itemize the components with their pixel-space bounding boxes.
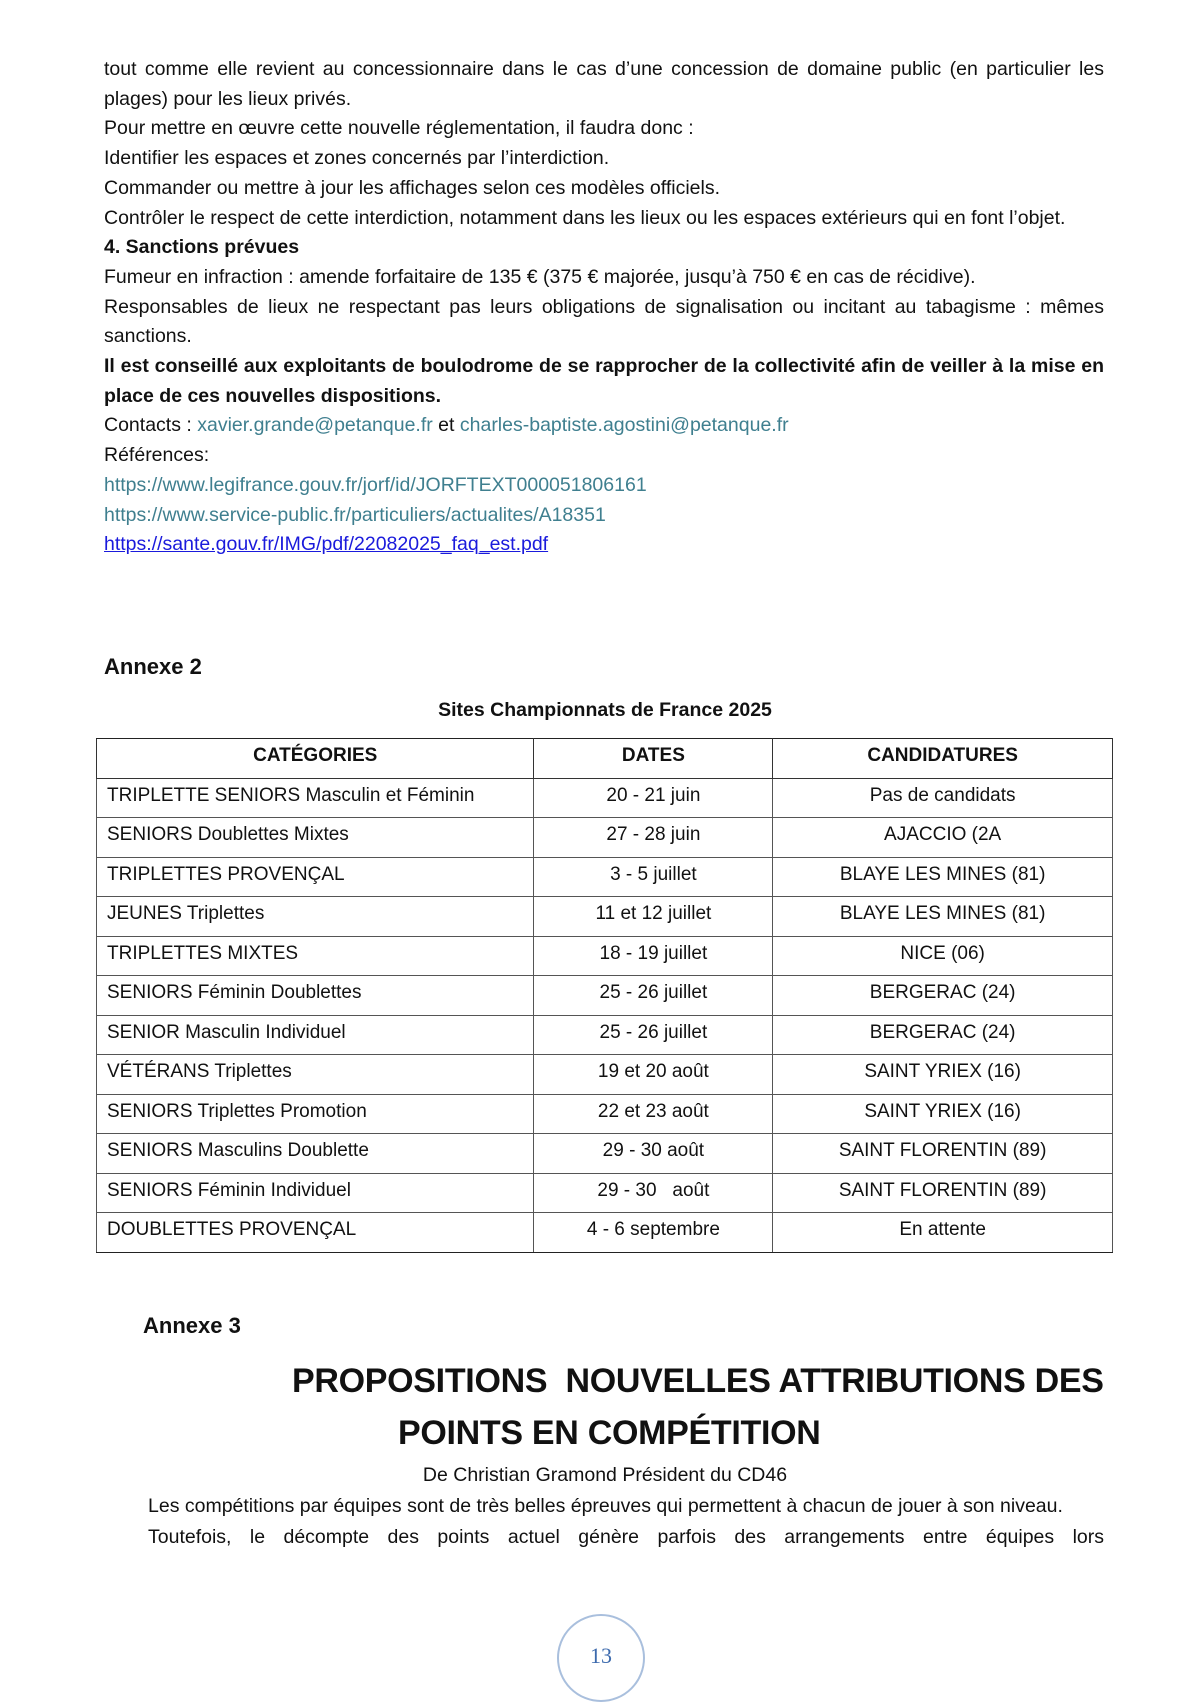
cell-candidature: AJACCIO (2A <box>773 818 1113 858</box>
sanctions-heading: 4. Sanctions prévues <box>104 236 300 259</box>
annexe-3-intro <box>148 1490 1104 1553</box>
annexe-3-label: Annexe 3 <box>143 1313 241 1338</box>
cell-category: TRIPLETTE SENIORS Masculin et Féminin <box>97 778 534 818</box>
cell-category: JEUNES Triplettes <box>97 897 534 937</box>
paragraph-control: Contrôler le respect de cette interdiction, notamment dans les lieux ou les espaces extérieurs qui en font l’objet. <box>104 206 1066 229</box>
cell-candidature: BERGERAC (24) <box>773 976 1113 1016</box>
cell-dates: 29 - 30 août <box>534 1134 773 1174</box>
cell-dates: 3 - 5 juillet <box>534 857 773 897</box>
cell-dates: 29 - 30 août <box>534 1173 773 1213</box>
cell-candidature: BLAYE LES MINES (81) <box>773 897 1113 937</box>
table-title: Sites Championnats de France 2025 <box>438 699 772 721</box>
cell-category: SENIORS Doublettes Mixtes <box>97 818 534 858</box>
cell-category: VÉTÉRANS Triplettes <box>97 1055 534 1095</box>
cell-candidature: NICE (06) <box>773 936 1113 976</box>
annexe-3-title-line-1: PROPOSITIONS NOUVELLES ATTRIBUTIONS DES <box>292 1362 1104 1400</box>
cell-candidature: En attente <box>773 1213 1113 1253</box>
table-row <box>97 818 1113 858</box>
table-header-row <box>97 739 1113 779</box>
contacts-label: Contacts : <box>104 414 198 437</box>
paragraph-implementation: Pour mettre en œuvre cette nouvelle réglementation, il faudra donc : <box>104 117 694 140</box>
column-header-dates: DATES <box>534 739 773 779</box>
cell-candidature: BERGERAC (24) <box>773 1015 1113 1055</box>
page-number-badge <box>557 1614 645 1702</box>
sanction-managers: Responsables de lieux ne respectant pas leurs obligations de signalisation ou incitant au tabagisme : mêmes sanctions. <box>104 295 1104 348</box>
reference-link-legifrance[interactable]: https://www.legifrance.gouv.fr/jorf/id/JORFTEXT000051806161 <box>104 473 647 496</box>
cell-category: SENIOR Masculin Individuel <box>97 1015 534 1055</box>
table-row <box>97 857 1113 897</box>
contacts-line <box>104 411 1104 441</box>
page-number: 13 <box>590 1643 612 1668</box>
cell-dates: 4 - 6 septembre <box>534 1213 773 1253</box>
cell-dates: 19 et 20 août <box>534 1055 773 1095</box>
cell-candidature: SAINT FLORENTIN (89) <box>773 1173 1113 1213</box>
reference-link-sante[interactable]: https://sante.gouv.fr/IMG/pdf/22082025_faq_est.pdf <box>104 533 549 556</box>
cell-candidature: SAINT FLORENTIN (89) <box>773 1134 1113 1174</box>
cell-candidature: SAINT YRIEX (16) <box>773 1055 1113 1095</box>
cell-dates: 27 - 28 juin <box>534 818 773 858</box>
table-row <box>97 1173 1113 1213</box>
cell-dates: 20 - 21 juin <box>534 778 773 818</box>
paragraph-order: Commander ou mettre à jour les affichages selon ces modèles officiels. <box>104 176 721 199</box>
reference-link-service-public[interactable]: https://www.service-public.fr/particuliers/actualites/A18351 <box>104 503 606 526</box>
contact-email-charles[interactable]: charles-baptiste.agostini@petanque.fr <box>459 414 789 437</box>
top-section <box>104 55 1104 560</box>
annexe-2-label: Annexe 2 <box>104 654 202 679</box>
table-row <box>97 1134 1113 1174</box>
cell-category: SENIORS Triplettes Promotion <box>97 1094 534 1134</box>
table-row <box>97 1213 1113 1253</box>
byline: De Christian Gramond Président du CD46 <box>422 1464 788 1486</box>
table-row <box>97 1015 1113 1055</box>
cell-dates: 25 - 26 juillet <box>534 1015 773 1055</box>
cell-dates: 11 et 12 juillet <box>534 897 773 937</box>
cell-candidature: SAINT YRIEX (16) <box>773 1094 1113 1134</box>
cell-category: DOUBLETTES PROVENÇAL <box>97 1213 534 1253</box>
contact-email-xavier[interactable]: xavier.grande@petanque.fr <box>197 414 433 437</box>
championships-table <box>96 738 1113 1253</box>
table-row <box>97 1094 1113 1134</box>
table-row <box>97 936 1113 976</box>
cell-dates: 25 - 26 juillet <box>534 976 773 1016</box>
table-row <box>97 1055 1113 1095</box>
column-header-categories: CATÉGORIES <box>97 739 534 779</box>
intro-paragraph-2: Toutefois, le décompte des points actuel génère parfois des arrangements entre équipes lors <box>148 1526 1104 1548</box>
cell-category: TRIPLETTES PROVENÇAL <box>97 857 534 897</box>
table-row <box>97 976 1113 1016</box>
paragraph-identify: Identifier les espaces et zones concernés par l’interdiction. <box>104 147 610 170</box>
cell-category: TRIPLETTES MIXTES <box>97 936 534 976</box>
paragraph-concession: tout comme elle revient au concessionnaire dans le cas d’une concession de domaine public (en particulier les plages) pour les lieux privés. <box>104 58 1104 110</box>
advice-paragraph: Il est conseillé aux exploitants de boulodrome de se rapprocher de la collectivité afin de veiller à la mise en place de ces nouvelles dispositions. <box>104 355 1104 407</box>
cell-category: SENIORS Masculins Doublette <box>97 1134 534 1174</box>
sanction-smoker: Fumeur en infraction : amende forfaitaire de 135 € (375 € majorée, jusqu’à 750 € en cas de récidive). <box>104 265 976 288</box>
cell-dates: 22 et 23 août <box>534 1094 773 1134</box>
table-row <box>97 897 1113 937</box>
annexe-3-title-line-2: POINTS EN COMPÉTITION <box>398 1414 821 1452</box>
intro-paragraph-1: Les compétitions par équipes sont de très belles épreuves qui permettent à chacun de jouer à son niveau. <box>148 1495 1063 1517</box>
table-row <box>97 778 1113 818</box>
contacts-and: et <box>432 414 460 437</box>
cell-dates: 18 - 19 juillet <box>534 936 773 976</box>
cell-category: SENIORS Féminin Individuel <box>97 1173 534 1213</box>
cell-category: SENIORS Féminin Doublettes <box>97 976 534 1016</box>
references-label: Références: <box>104 444 210 467</box>
column-header-candidatures: CANDIDATURES <box>773 739 1113 779</box>
cell-candidature: Pas de candidats <box>773 778 1113 818</box>
cell-candidature: BLAYE LES MINES (81) <box>773 857 1113 897</box>
